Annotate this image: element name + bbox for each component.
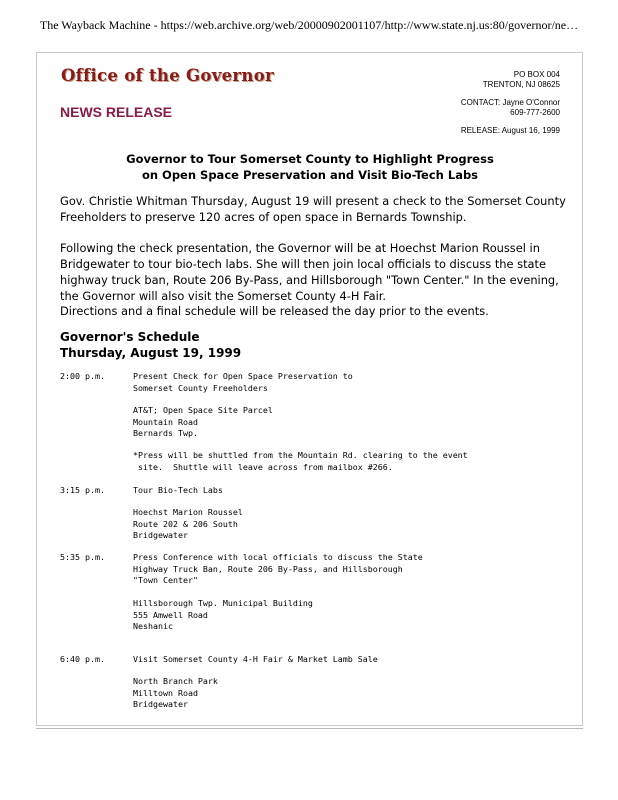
wayback-url-bar: The Wayback Machine - https://web.archive.org/web/20000902001107/http://www.state.nj.us:80/governor/ne… xyxy=(39,18,579,32)
event-activity: Tour Bio-Tech Labs xyxy=(133,485,223,495)
headline xyxy=(60,151,560,183)
release-date: RELEASE: August 16, 1999 xyxy=(460,126,560,135)
contact-phone: 609-777-2600 xyxy=(510,108,560,117)
news-release-label: NEWS RELEASE xyxy=(60,104,173,120)
headline-line-1: Governor to Tour Somerset County to Highlight Progress xyxy=(126,152,494,166)
bottom-divider xyxy=(36,728,583,729)
event-location: North Branch Park Milltown Road Bridgewater xyxy=(133,676,218,709)
event-activity: Visit Somerset County 4-H Fair & Market Lamb Sale xyxy=(133,654,378,664)
po-box: PO BOX 004 xyxy=(513,70,560,79)
paragraph-directions: Directions and a final schedule will be released the day prior to the events. xyxy=(60,304,489,318)
schedule-heading xyxy=(60,329,241,361)
event-time: 5:35 p.m. xyxy=(60,552,105,562)
event-activity: Press Conference with local officials to discuss the State Highway Truck Ban, Route 206 By-Pass, and Hillsborough "Town Center" xyxy=(133,552,423,585)
event-time: 3:15 p.m. xyxy=(60,485,105,495)
event-note: *Press will be shuttled from the Mountain Rd. clearing to the event site. Shuttle will leave across from mailbox #266. xyxy=(133,450,468,472)
event-location: Hillsborough Twp. Municipal Building 555 Amwell Road Neshanic xyxy=(133,598,313,631)
event-time: 6:40 p.m. xyxy=(60,654,105,664)
schedule-title: Governor's Schedule xyxy=(60,330,200,344)
event-location: Hoechst Marion Roussel Route 202 & 206 South Bridgewater xyxy=(133,507,243,540)
office-title: Office of the Governor xyxy=(61,66,275,85)
paragraph-intro: Gov. Christie Whitman Thursday, August 19 will present a check to the Somerset County Freeholders to preserve 120 acres of open space in Bernards Township. xyxy=(60,194,566,224)
event-activity: Present Check for Open Space Preservation to Somerset County Freeholders xyxy=(133,371,353,393)
event-time: 2:00 p.m. xyxy=(60,371,105,381)
event-location: AT&T; Open Space Site Parcel Mountain Road Bernards Twp. xyxy=(133,405,273,438)
address-block xyxy=(483,70,560,90)
paragraph-details: Following the check presentation, the Governor will be at Hoechst Marion Roussel in Bridgewater to tour bio-tech labs. She will then join local officials to discuss the state highway truck ban, Route 206 By-Pass, and Hillsborough "Town Center." In the evening, the Governor will also visit the Somerset County 4-H Fair. xyxy=(60,241,559,303)
schedule-date: Thursday, August 19, 1999 xyxy=(60,346,242,360)
city: TRENTON, NJ 08625 xyxy=(482,80,560,89)
headline-line-2: on Open Space Preservation and Visit Bio-Tech Labs xyxy=(141,168,479,182)
contact-block xyxy=(461,98,560,118)
contact-name: CONTACT: Jayne O'Connor xyxy=(460,98,560,107)
